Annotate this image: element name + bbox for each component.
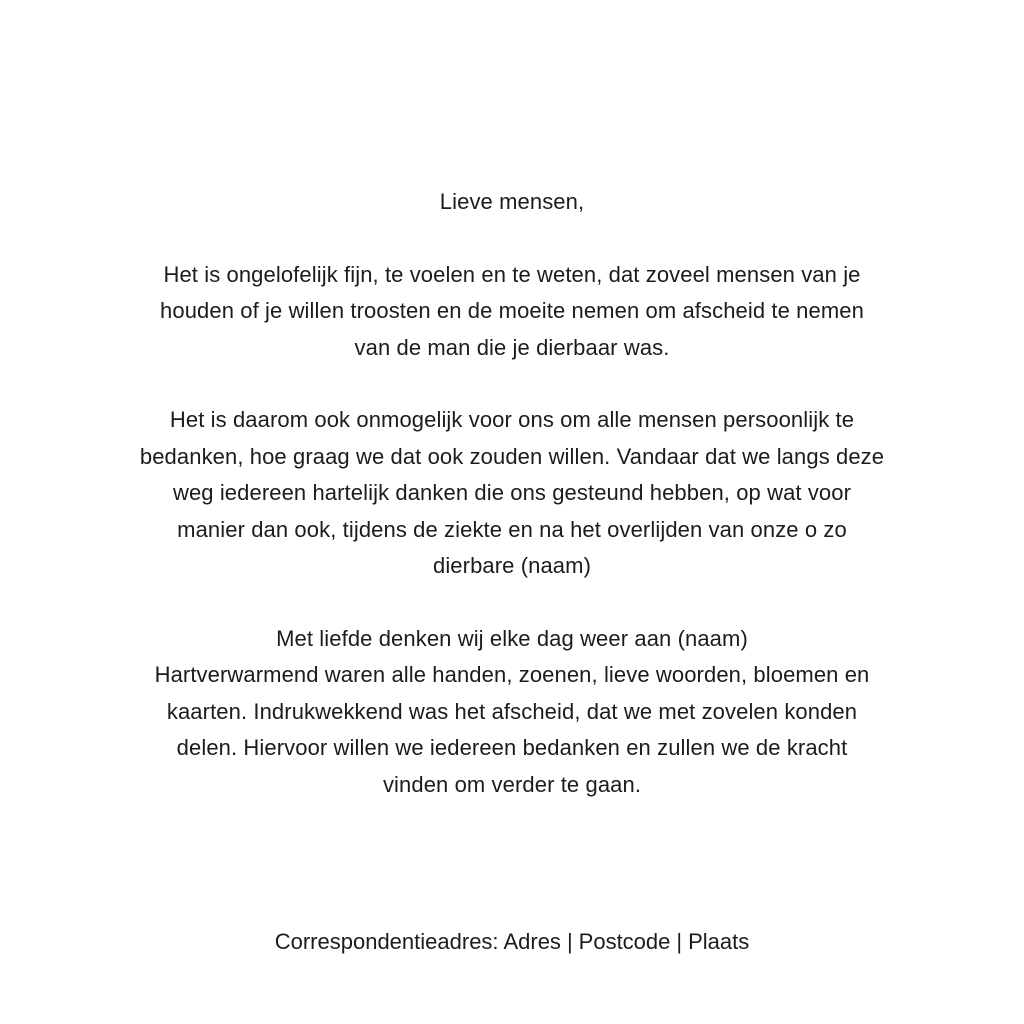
greeting: Lieve mensen, <box>439 189 585 214</box>
paragraph-1-line: houden of je willen troosten en de moeite nemen om afscheid te nemen <box>160 298 864 323</box>
separator: | <box>676 929 683 954</box>
paragraph-1-line: Het is ongelofelijk fijn, te voelen en te weten, dat zoveel mensen van je <box>163 261 861 287</box>
postcode-value: Postcode <box>578 929 671 954</box>
paragraph-1-line: van de man die je dierbaar was. <box>354 334 670 360</box>
paragraph-1 <box>100 257 924 367</box>
paragraph-2 <box>100 402 924 585</box>
paragraph-2-line: weg iedereen hartelijk danken die ons gesteund hebben, op wat voor <box>172 480 852 505</box>
paragraph-3-line: Hartverwarmend waren alle handen, zoenen, lieve woorden, bloemen en <box>154 662 870 687</box>
address-value: Adres <box>503 929 561 954</box>
separator: | <box>566 929 573 954</box>
paragraph-2-line: bedanken, hoe graag we dat ook zouden willen. Vandaar dat we langs deze <box>139 443 885 469</box>
paragraph-3-line: Met liefde denken wij elke dag weer aan (naam) <box>276 625 748 651</box>
address-label: Correspondentieadres: <box>274 929 499 954</box>
paragraph-3 <box>100 621 924 804</box>
city-value: Plaats <box>688 929 750 954</box>
paragraph-2-line: dierbare (naam) <box>432 553 591 578</box>
paragraph-3-line: kaarten. Indrukwekkend was het afscheid, dat we met zovelen konden <box>166 698 858 724</box>
paragraph-3-line: vinden om verder te gaan. <box>382 771 642 797</box>
letter-body <box>100 184 924 803</box>
paragraph-3-line: delen. Hiervoor willen we iedereen bedanken en zullen we de kracht <box>176 735 848 760</box>
paragraph-2-line: Het is daarom ook onmogelijk voor ons om alle mensen persoonlijk te <box>169 407 855 432</box>
paragraph-2-line: manier dan ook, tijdens de ziekte en na het overlijden van onze o zo <box>177 516 847 542</box>
correspondence-address <box>100 924 924 960</box>
